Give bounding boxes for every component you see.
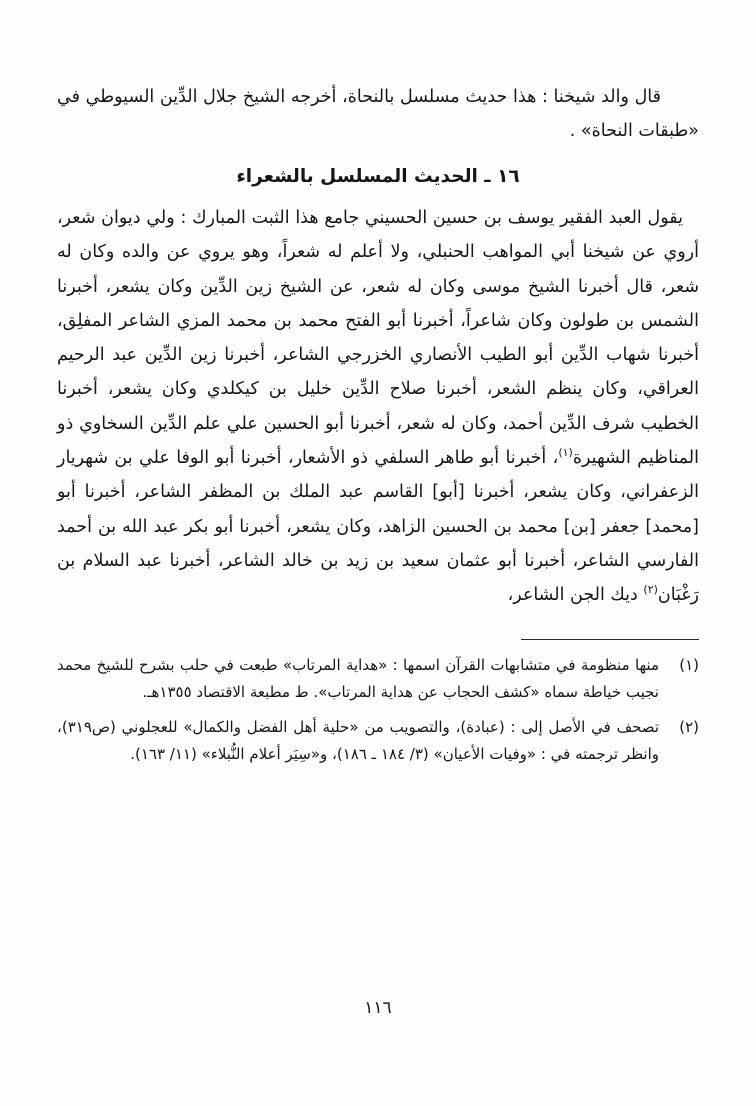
footnote-marker: (٢) [679, 717, 699, 736]
footnote-ref-2: (٢) [643, 583, 658, 597]
footnote-text: منها منظومة في متشابهات القرآن اسمها : «هداية المرتاب» طبعت في حلب بشرح للشيخ محمد نجيب خياطة سماه «كشف الحجاب عن هداية المرتاب». ط مطبعة الاقتصاد ١٣٥٥هـ. [57, 655, 659, 701]
body-text-1: يقول العبد الفقير يوسف بن حسين الحسيني جامع هذا الثبت المبارك : ولي ديوان شعر، أروي عن شيخنا أبي المواهب الحنبلي، ولا أعلم له شعراً، وهو يروي عن والده وكان له شعر، قال أخبرنا الشيخ موسى وكان له شعر، عن الشيخ زين الدِّين وكان يشعر، أخبرنا الشمس بن طولون وكان شاعراً، أخبرنا أبو الفتح محمد بن محمد المزي الشاعر المفلِق، أخبرنا شهاب الدِّين أبو الطيب الأنصاري الخزرجي الشاعر، أخبرنا زين الدِّين عبد الرحيم العراقي، وكان ينظم الشعر، أخبرنا صلاح الدِّين خليل بن كيكلدي وكان يشعر، أخبرنا الخطيب شرف الدِّين أحمد، وكان له شعر، أخبرنا أبو الحسين علي علم الدِّين السخاوي ذو المناظيم الشهيرة [57, 208, 699, 469]
page-number: ١١٦ [364, 998, 392, 1018]
footnote-ref-1: (١) [558, 446, 573, 460]
body-paragraph [57, 201, 699, 613]
footnote-marker: (١) [679, 655, 699, 674]
footnote-item [57, 714, 699, 768]
body-text-3: ديك الجن الشاعر، [507, 585, 644, 606]
page-content [57, 80, 699, 776]
section-heading: ١٦ ـ الحديث المسلسل بالشعراء [236, 166, 520, 187]
body-text-2: ، أخبرنا أبو طاهر السلفي ذو الأشعار، أخبرنا أبو الوفا علي بن شهريار الزعفراني، وكان يشعر، أخبرنا [أبو] القاسم عبد الملك بن المظفر الشاعر، أخبرنا أبو [محمد] جعفر [بن] محمد بن الحسين الزاهد، وكان يشعر، أخبرنا أبو بكر عبد الله بن أحمد الفارسي الشاعر، أخبرنا أبو عثمان سعيد بن زيد بن خالد الشاعر، أخبرنا عبد السلام بن رَغْبَان [57, 448, 699, 606]
intro-paragraph: قال والد شيخنا : هذا حديث مسلسل بالنحاة، أخرجه الشيخ جلال الدِّين السيوطي في «طبقات النحاة» . [57, 87, 699, 141]
footnote-text: تصحف في الأصل إلى : (عبادة)، والتصويب من «حلية أهل الفضل والكمال» للعجلوني (ص٣١٩)، وانظر ترجمته في : «وفيات الأعيان» (٣/ ١٨٤ ـ ١٨٦)، و«سِيَر أعلام النُّبلاء» (١١/ ١٦٣). [57, 717, 659, 763]
footnote-separator [521, 639, 699, 640]
footnotes-section [57, 652, 699, 768]
footnote-item [57, 652, 699, 706]
